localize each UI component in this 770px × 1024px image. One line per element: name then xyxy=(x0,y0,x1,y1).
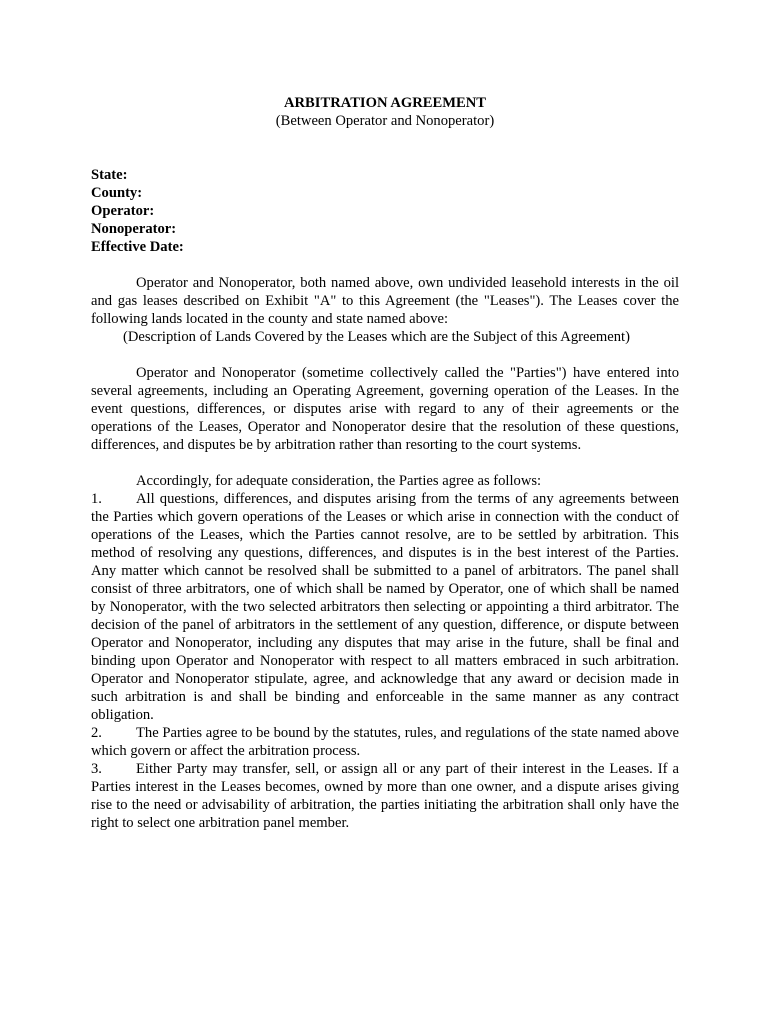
clause-3 xyxy=(91,760,679,832)
clause-3-number: 3. xyxy=(91,761,102,777)
document-title: ARBITRATION AGREEMENT xyxy=(283,95,487,111)
clause-1 xyxy=(91,490,679,724)
clause-1-number: 1. xyxy=(91,491,102,507)
field-nonoperator-label: Nonoperator: xyxy=(91,221,177,237)
recital-paragraph: Operator and Nonoperator (sometime collectively called the "Parties") have entered into several agreements, including an Operating Agreement, governing operation of the Leases. In the event questions, differences, or disputes arise with regard to any of their agreements or the operations of the Leases, Operator and Nonoperator desire that the resolution of these questions, differences, and disputes be by arbitration rather than resorting to the court systems. xyxy=(91,365,679,453)
field-state-label: State: xyxy=(91,167,128,183)
header-fields xyxy=(91,166,679,256)
document-page xyxy=(91,94,679,832)
clause-3-text: Either Party may transfer, sell, or assign all or any part of their interest in the Leases. If a Parties interest in the Leases becomes, owned by more than one owner, and a dispute arises giving rise to the need or advisability of arbitration, the parties initiating the arbitration shall only have the right to select one arbitration panel member. xyxy=(91,761,679,831)
field-operator-label: Operator: xyxy=(91,203,155,219)
lands-description: (Description of Lands Covered by the Leases which are the Subject of this Agreement) xyxy=(123,329,630,345)
clause-1-text: All questions, differences, and disputes arising from the terms of any agreements between the Parties which govern operations of the Leases or which arise in connection with the conduct of operations of the Leases, which the Parties cannot resolve, are to be settled by arbitration. This method of resolving any questions, differences, and disputes is in the best interest of the Parties. Any matter which cannot be resolved shall be submitted to a panel of arbitrators. The panel shall consist of three arbitrators, one of which shall be named by Operator, one of which shall be named by Nonoperator, with the two selected arbitrators then selecting or appointing a third arbitrator. The decision of the panel of arbitrators in the settlement of any question, difference, or dispute between Operator and Nonoperator, including any disputes that may arise in the future, shall be final and binding upon Operator and Nonoperator with respect to all matters embraced in such arbitration. Operator and Nonoperator stipulate, agree, and acknowledge that any award or decision made in such arbitration is and shall be binding and enforceable in the same manner as any contract obligation. xyxy=(91,491,679,723)
field-effective-date-label: Effective Date: xyxy=(91,239,184,255)
intro-paragraph: Operator and Nonoperator, both named above, own undivided leasehold interests in the oil and gas leases described on Exhibit "A" to this Agreement (the "Leases"). The Leases cover the following lands located in the county and state named above: xyxy=(91,275,679,327)
clause-2 xyxy=(91,724,679,760)
field-county-label: County: xyxy=(91,185,143,201)
document-subtitle: (Between Operator and Nonoperator) xyxy=(275,113,495,129)
consideration-paragraph: Accordingly, for adequate consideration, the Parties agree as follows: xyxy=(136,473,542,489)
clause-2-number: 2. xyxy=(91,725,102,741)
clause-2-text: The Parties agree to be bound by the statutes, rules, and regulations of the state named above which govern or affect the arbitration process. xyxy=(91,725,679,759)
